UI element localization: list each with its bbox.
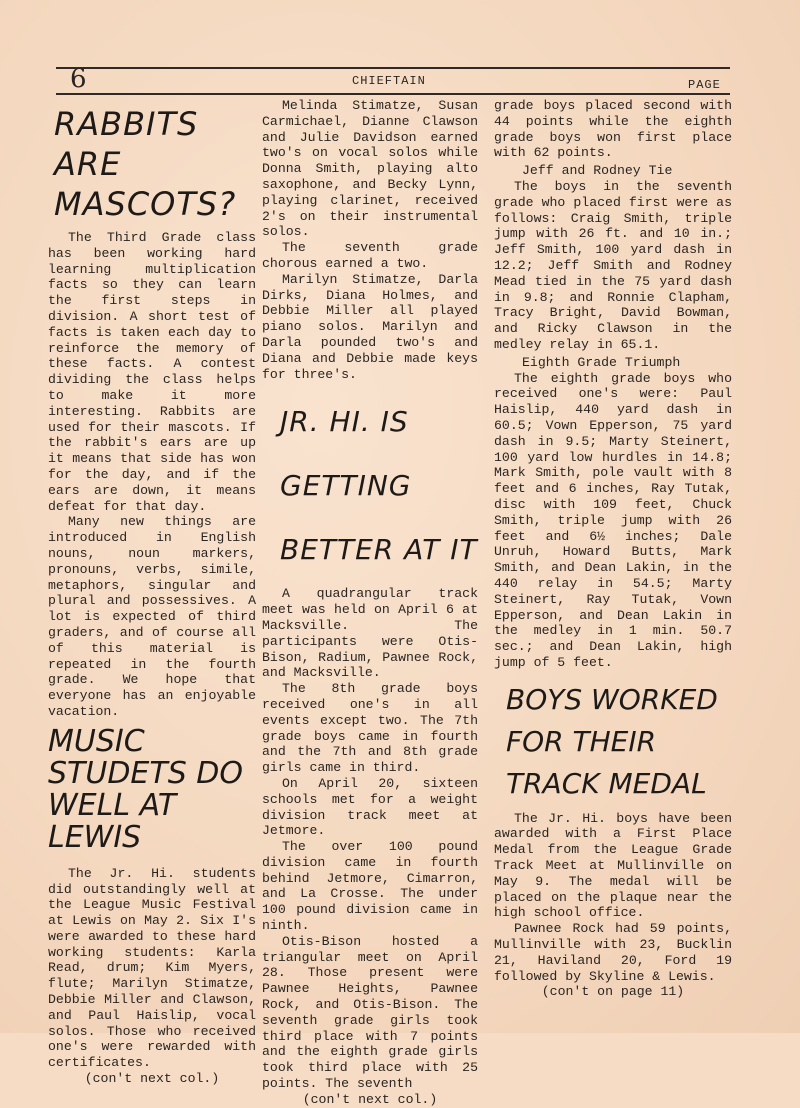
page-number: 6 [70,64,87,94]
header-rule-top [56,67,730,69]
boys-continued-note: (con't on page 11) [541,984,685,1000]
jrhi-paragraph-2: The 8th grade boys received one's in all events except two. The 7th grade boys came in fourth and the 7th and 8th grade girls came in third. [262,681,478,776]
music-paragraph-4: Marilyn Stimatze, Darla Dirks, Diana Holmes, and Debbie Miller all played piano solos. Marilyn and Darla pounded two's and Diana and Debbie made keys for three's. [262,271,478,382]
header-rule-bottom [56,93,730,95]
jrhi-paragraph-6: grade boys placed second with 44 points while the eighth grade boys won first place with 62 points. [494,98,732,161]
rabbits-paragraph-1: The Third Grade class has been working hard learning multiplication facts so they can learn the first steps in division. A short test of facts is taken each day to reinforce the memory of these facts. A contest dividing the class helps to make it more interesting. Rabbits are used for their mascots. If the rabbit's ears are up it means that side has won for the day, and if the ears are down, it means defeat for that day. [48,230,256,514]
music-paragraph-2: Melinda Stimatze, Susan Carmichael, Dianne Clawson and Julie Davidson earned two's on vocal solos while Donna Smith, playing alto saxophone, and Becky Lynn, playing clarinet, received 2's on their instrumental solos. [262,98,478,240]
jrhi-paragraph-7: The boys in the seventh grade who placed first were as follows: Craig Smith, triple jump with 26 ft. and 10 in.; Jeff Smith, 100 yard dash in 12.2; Jeff Smith and Rodney Mead tied in the 75 yard dash in 9.8; and Ronnie Clapham, Tracy Bright, David Bowman, and Ricky Clawson in the medley relay in 65.1. [494,178,732,352]
jrhi-paragraph-5: Otis-Bison hosted a triangular meet on April 28. Those present were Pawnee Heights, Pawnee Rock, and Otis-Bison. The seventh grade girls took third place with 7 points and the eighth grade girls took third place with 25 points. The seventh [262,933,478,1092]
boys-paragraph-1: The Jr. Hi. boys have been awarded with a First Place Medal from the League Grade Track Meet at Mullinville on May 9. The medal will be placed on the plaque near the high school office. [494,810,732,921]
music-paragraph-1: The Jr. Hi. students did outstandingly well at the League Music Festival at Lewis on May 2. Six I's were awarded to these hard working students: Karla Read, drum; Kim Myers, flute; Marilyn Stimatze, Debbie Miller and Clawson, and Paul Haislip, vocal solos. Those who received one's were rewarded with certificates. [48,865,256,1071]
newspaper-title: CHIEFTAIN [352,74,426,88]
jrhi-continued-note: (con't next col.) [302,1091,438,1107]
header-right-label: PAGE [688,78,721,92]
rabbits-paragraph-2: Many new things are introduced in English nouns, noun markers, pronouns, verbs, simile, metaphors, singular and plural and possessives. A lot is expected of third graders, and of course all of this material is repeated in the fourth grade. We hope that everyone has an enjoyable vacation. [48,514,256,719]
music-headline: MUSIC STUDETS DO WELL AT LEWIS [48,723,243,855]
column-3 [494,98,732,1000]
jrhi-paragraph-8: The eighth grade boys who received one's were: Paul Haislip, 440 yard dash in 60.5; Vown Epperson, 75 yard dash in 9.5; Marty Steinert, 100 yard low hurdles in 14.8; Mark Smith, pole vault with 8 feet and 6 inches, Ray Tutak, disc with 109 feet, Chuck Smith, triple jump with 26 feet and 6½ inches; Dale Unruh, Howard Butts, Mark Smith, and Dean Lakin, in the 440 relay in 54.5; Marty Steinert, Ray Tutak, Vown Epperson, and Dean Lakin in the medley in 1 min. 50.7 sec.; and Dean Lakin, high jump of 5 feet. [494,370,732,670]
jrhi-paragraph-3: On April 20, sixteen schools met for a weight division track meet at Jetmore. [262,775,478,839]
jrhi-paragraph-1: A quadrangular track meet was held on April 6 at Macksville. The participants were Otis-Bison, Radium, Pawnee Rock, and Macksville. [262,586,478,681]
jrhi-subhead-eighth: Eighth Grade Triumph [522,354,681,370]
column-1 [48,98,256,1087]
music-paragraph-3: The seventh grade chorous earned a two. [262,240,478,271]
jrhi-paragraph-4: The over 100 pound division came in fourth behind Jetmore, Cimarron, and La Crosse. The under 100 pound division came in ninth. [262,839,478,934]
column-2 [262,98,478,1108]
rabbits-headline: RABBITS ARE MASCOTS? [54,105,237,223]
boys-headline: BOYS WORKED FOR THEIR TRACK MEDAL [506,682,718,800]
boys-paragraph-2: Pawnee Rock had 59 points, Mullinville with 23, Bucklin 21, Haviland 20, Ford 19 followed by Skyline & Lewis. [494,921,732,984]
jrhi-headline: JR. HI. IS GETTING BETTER AT IT [280,405,478,567]
music-continued-note: (con't next col.) [84,1071,220,1087]
jrhi-subhead-tie: Jeff and Rodney Tie [522,163,673,179]
